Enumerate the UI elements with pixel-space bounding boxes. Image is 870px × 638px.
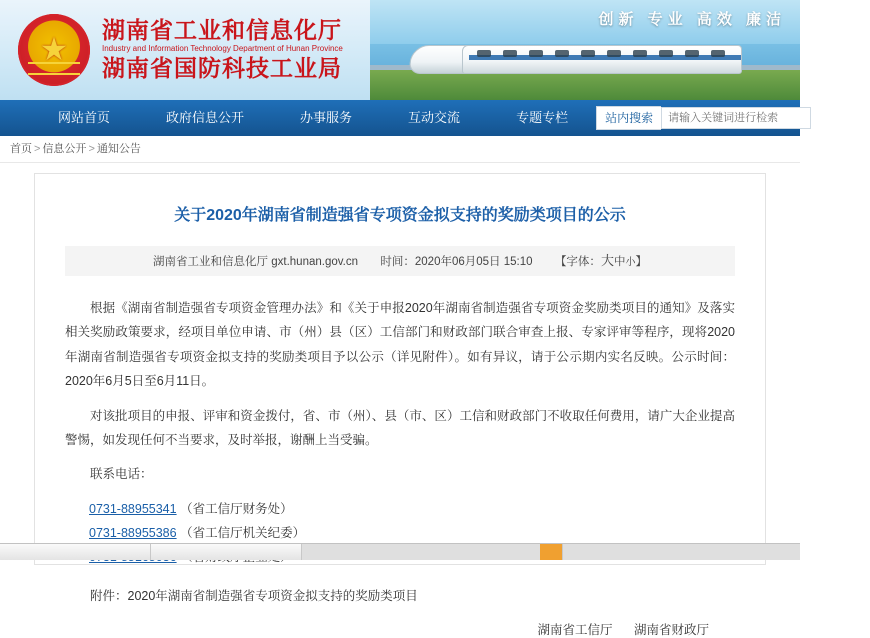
nav-item-list (0, 100, 596, 136)
contact-phone-link[interactable]: 0731-88955386 (89, 526, 177, 540)
main-navigation (0, 100, 860, 136)
breadcrumb-separator: > (34, 143, 41, 155)
article-time-label: 时间： (380, 256, 415, 268)
site-search (596, 106, 870, 130)
breadcrumb-item-info-disclosure[interactable]: 信息公开 (42, 143, 87, 155)
taskbar-spacer (302, 544, 540, 560)
font-size-label: 【字体： (554, 256, 601, 268)
train-window (659, 50, 673, 57)
org-title-english: Industry and Information Technology Department of Hunan Province (102, 44, 343, 54)
taskbar-window-item[interactable] (151, 544, 302, 560)
train-body (462, 45, 742, 74)
train-window (581, 50, 595, 57)
font-size-small-button[interactable]: 小 (625, 257, 636, 268)
breadcrumb-item-announcements[interactable]: 通知公告 (96, 143, 141, 155)
header-identity (0, 0, 420, 100)
nav-item-home[interactable]: 网站首页 (58, 110, 111, 125)
font-size-label-close: 】 (635, 256, 647, 268)
train-window (503, 50, 517, 57)
breadcrumb-separator: > (88, 143, 95, 155)
train-window (477, 50, 491, 57)
contact-label: 联系电话： (90, 467, 153, 482)
site-header (0, 0, 800, 100)
contact-dept-label: （省工信厅机关纪委） (180, 526, 306, 540)
train-window (633, 50, 647, 57)
article-time-value: 2020年06月05日 15:10 (414, 256, 533, 268)
search-scope-label: 站内搜索 (596, 106, 661, 130)
high-speed-train-illustration (410, 34, 740, 74)
os-taskbar (0, 543, 800, 560)
article-meta-bar (65, 246, 735, 276)
nav-item-special-columns[interactable]: 专题专栏 (516, 110, 569, 125)
attachment-line[interactable]: 附件：2020年湖南省制造强省专项资金拟支持的奖励类项目 (90, 588, 418, 603)
search-button[interactable]: 检 索 (821, 111, 860, 127)
org-title-primary: 湖南省工业和信息化厅 (102, 16, 342, 43)
train-window (555, 50, 569, 57)
font-size-large-button[interactable]: 大 (600, 253, 614, 268)
header-titles (102, 17, 343, 83)
search-input[interactable] (661, 107, 811, 129)
contact-dept-label: （省工信厅财务处） (180, 501, 293, 516)
nav-item-government-info[interactable]: 政府信息公开 (166, 110, 245, 125)
article-body (65, 296, 735, 638)
breadcrumb-item-home[interactable]: 首页 (10, 143, 32, 155)
nav-item-interaction[interactable]: 互动交流 (408, 110, 461, 125)
org-title-secondary: 湖南省国防科技工业局 (102, 55, 342, 82)
nav-item-services[interactable]: 办事服务 (300, 110, 353, 125)
header-banner-image (370, 0, 800, 100)
breadcrumb (0, 136, 800, 163)
font-size-medium-button[interactable]: 中 (613, 256, 626, 268)
taskbar-window-item[interactable] (0, 544, 151, 560)
signer-name: 湖南省财政厅 (633, 622, 709, 637)
train-window (529, 50, 543, 57)
national-emblem-icon (18, 14, 90, 86)
page-title: 关于2020年湖南省制造强省专项资金拟支持的奖励类项目的公示 (174, 207, 626, 224)
contact-phone-link[interactable]: 0731-88955341 (89, 501, 177, 516)
train-window (607, 50, 621, 57)
list-item (89, 497, 735, 521)
list-item (89, 521, 735, 545)
article-paragraph: 根据《湖南省制造强省专项资金管理办法》和《关于申报2020年湖南省制造强省专项资金奖励类项目的通知》及落实相关奖励政策要求，经项目单位申请、市（州）县（区）工信部门和财政部门联合审查上报、专家评审等程序，现将2020年湖南省制造强省专项资金拟支持的奖励类项目予以公示（详见附件）。如有异议，请于公示期内实名反映。公示时间：2020年6月5日至6月11日。 (65, 301, 735, 389)
document-signers (65, 620, 735, 638)
banner-slogan: 创新 专业 高效 廉洁 (598, 11, 786, 28)
train-window (685, 50, 699, 57)
article-card (34, 173, 766, 637)
train-window (711, 50, 725, 57)
taskbar-spacer (563, 544, 801, 560)
taskbar-active-item[interactable] (540, 544, 563, 560)
article-source: 湖南省工业和信息化厅 gxt.hunan.gov.cn (153, 256, 358, 268)
article-paragraph: 对该批项目的申报、评审和资金拨付，省、市（州）、县（市、区）工信和财政部门不收取任何费用，请广大企业提高警惕，如发现任何不当要求，及时举报，谢酬上当受骗。 (65, 408, 735, 447)
signer-name: 湖南省工信厅 (537, 622, 613, 637)
